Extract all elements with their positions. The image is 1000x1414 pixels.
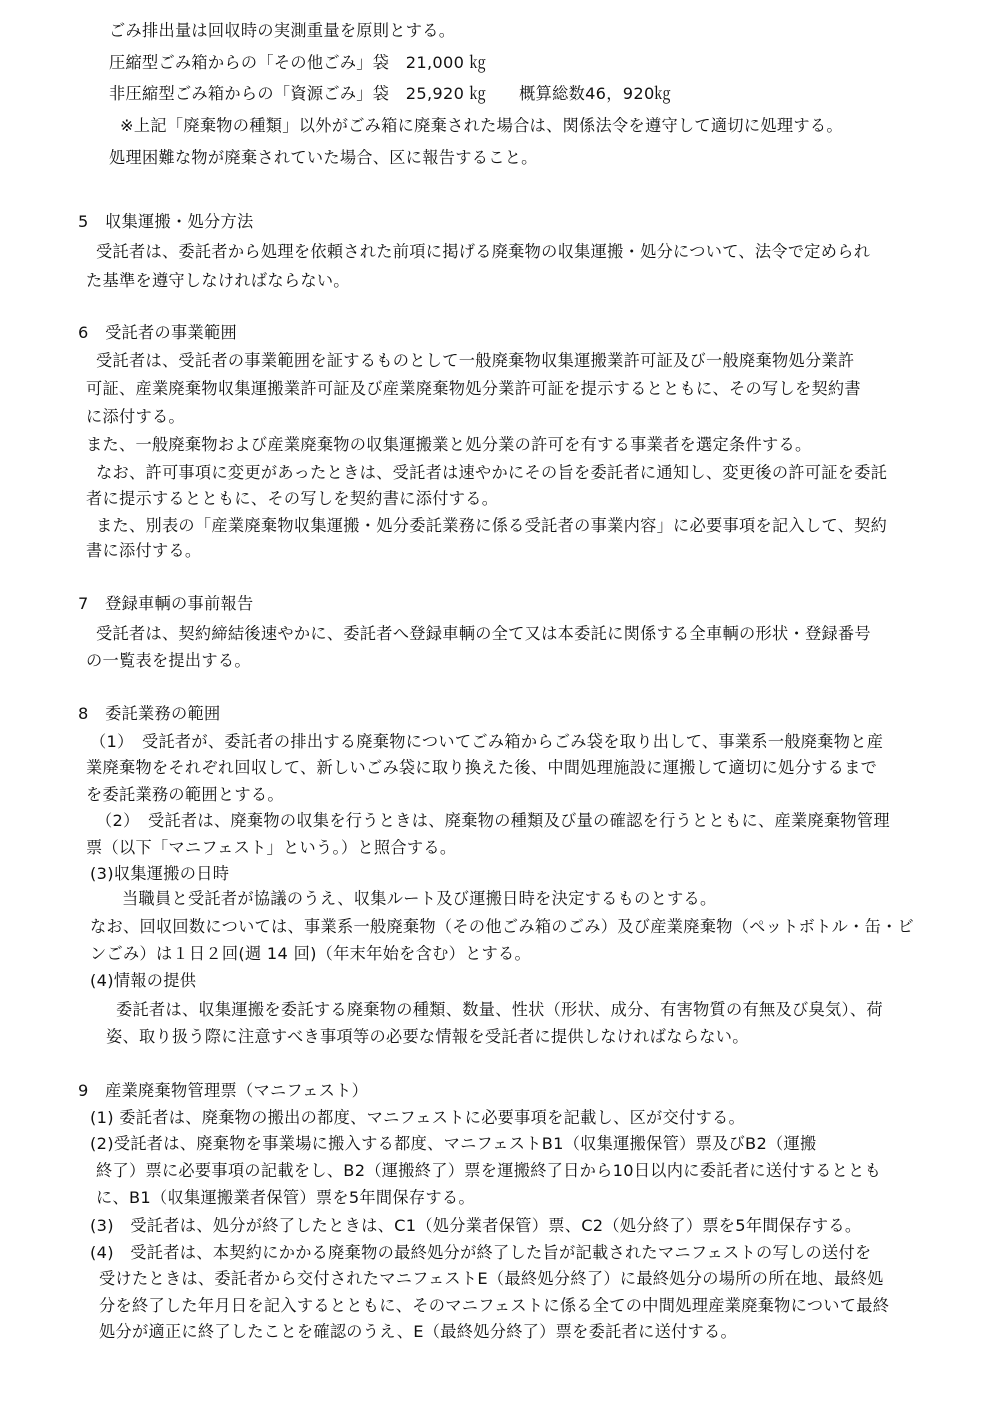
text-line: の一覧表を提出する。 [86, 651, 251, 670]
text-line: また、一般廃棄物および産業廃棄物の収集運搬業と処分業の許可を有する事業者を選定条件する。 [86, 435, 812, 454]
text-line: 票（以下「マニフェスト」という。）と照合する。 [86, 838, 457, 857]
text-line: 終了）票に必要事項の記載をし、B2（運搬終了）票を運搬終了日から10日以内に委託者に送付するととも [96, 1161, 882, 1180]
text-line: また、別表の「産業廃棄物収集運搬・処分委託業務に係る受託者の事業内容」に必要事項を記入して、契約 [96, 516, 888, 535]
text-line: (1) 委託者は、廃棄物の搬出の都度、マニフェストに必要事項を記載し、区が交付する。 [90, 1108, 745, 1127]
text-line: （2） 受託者は、廃棄物の収集を行うときは、廃棄物の種類及び量の確認を行うとともに、産業廃棄物管理 [96, 811, 890, 830]
text-line: を委託業務の範囲とする。 [86, 785, 284, 804]
text-line: (3)収集運搬の日時 [90, 864, 230, 883]
text-line: 受けたときは、委託者から交付されたマニフェストE（最終処分終了）に最終処分の場所の所在地、最終処 [99, 1269, 884, 1288]
text-line: ※上記「廃棄物の種類」以外がごみ箱に廃棄された場合は、関係法令を遵守して適切に処理する。 [120, 116, 843, 135]
section-heading: 6 受託者の事業範囲 [78, 323, 237, 342]
section-heading: 8 委託業務の範囲 [78, 704, 221, 723]
text-line: 業廃棄物をそれぞれ回収して、新しいごみ袋に取り換えた後、中間処理施設に運搬して適切に処分するまで [86, 758, 878, 777]
text-line: (4) 受託者は、本契約にかかる廃棄物の最終処分が終了した旨が記載されたマニフェストの写しの送付を [90, 1243, 872, 1262]
section-heading: 9 産業廃棄物管理票（マニフェスト） [78, 1081, 369, 1100]
text-line: 非圧縮型ごみ箱からの「資源ごみ」袋 25,920 ㎏ 概算総数46，920㎏ [109, 84, 672, 103]
text-line: 委託者は、収集運搬を委託する廃棄物の種類、数量、性状（形状、成分、有害物質の有無及び臭気）、荷 [116, 1000, 883, 1019]
text-line: 者に提示するとともに、その写しを契約書に添付する。 [86, 489, 499, 508]
text-line: (2)受託者は、廃棄物を事業場に搬入する都度、マニフェストB1（収集運搬保管）票及びB2（運搬 [90, 1134, 817, 1153]
text-line: に添付する。 [86, 407, 185, 426]
text-line: 受託者は、契約締結後速やかに、委託者へ登録車輌の全て又は本委託に関係する全車輌の形状・登録番号 [96, 624, 871, 643]
text-line: 処分が適正に終了したことを確認のうえ、E（最終処分終了）票を委託者に送付する。 [99, 1322, 738, 1341]
text-line: 分を終了した年月日を記入するとともに、そのマニフェストに係る全ての中間処理産業廃棄物について最終 [99, 1296, 890, 1315]
text-line: に、B1（収集運搬業者保管）票を5年間保存する。 [96, 1188, 475, 1207]
text-line: 可証、産業廃棄物収集運搬業許可証及び産業廃棄物処分業許可証を提示するとともに、その写しを契約書 [86, 379, 861, 398]
text-line: 処理困難な物が廃棄されていた場合、区に報告すること。 [109, 148, 538, 167]
text-line: (4)情報の提供 [90, 971, 197, 990]
text-line: なお、許可事項に変更があったときは、受託者は速やかにその旨を委託者に通知し、変更後の許可証を委託 [96, 463, 888, 482]
text-line: ごみ排出量は回収時の実測重量を原則とする。 [109, 21, 456, 40]
text-line: (3) 受託者は、処分が終了したときは、C1（処分業者保管）票、C2（処分終了）票を5年間保存する。 [90, 1216, 862, 1235]
section-heading: 7 登録車輌の事前報告 [78, 594, 254, 613]
text-line: ンごみ）は１日２回(週 14 回)（年末年始を含む）とする。 [90, 944, 532, 963]
text-line: 受託者は、受託者の事業範囲を証するものとして一般廃棄物収集運搬業許可証及び一般廃棄物処分業許 [96, 351, 855, 370]
text-line: 受託者は、委託者から処理を依頼された前項に掲げる廃棄物の収集運搬・処分について、法令で定められ [96, 242, 871, 261]
text-line: なお、回収回数については、事業系一般廃棄物（その他ごみ箱のごみ）及び産業廃棄物（ペットボトル・缶・ビ [90, 917, 915, 936]
text-line: 書に添付する。 [86, 541, 202, 560]
section-heading: 5 収集運搬・処分方法 [78, 212, 254, 231]
text-line: た基準を遵守しなければならない。 [86, 271, 350, 290]
text-line: 姿、取り扱う際に注意すべき事項等の必要な情報を受託者に提供しなければならない。 [106, 1027, 749, 1046]
text-line: （1） 受託者が、委託者の排出する廃棄物についてごみ箱からごみ袋を取り出して、事業系一般廃棄物と産 [90, 732, 884, 751]
text-line: 当職員と受託者が協議のうえ、収集ルート及び運搬日時を決定するものとする。 [122, 889, 717, 908]
text-line: 圧縮型ごみ箱からの「その他ごみ」袋 21,000 ㎏ [109, 53, 487, 72]
